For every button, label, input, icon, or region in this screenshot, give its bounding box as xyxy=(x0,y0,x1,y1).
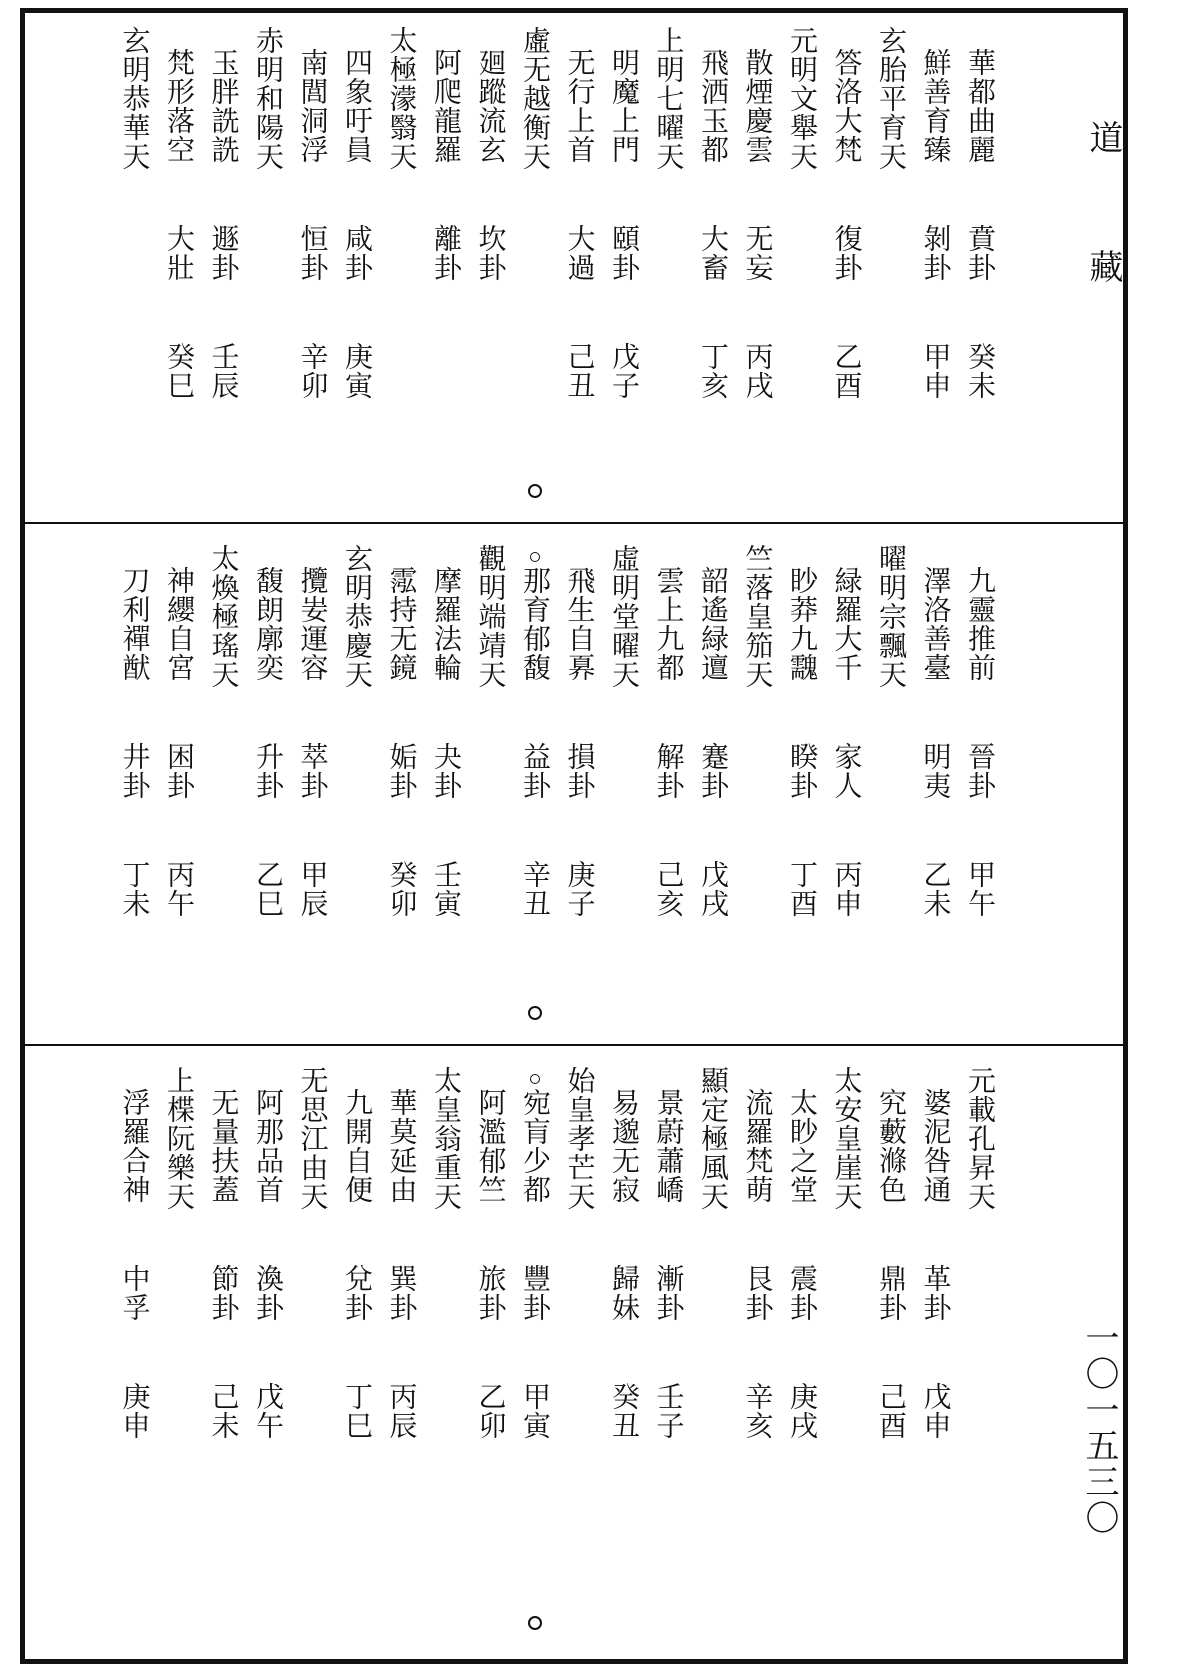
hexagram-name: 大壯 xyxy=(163,224,196,282)
hexagram-name: 坎卦 xyxy=(474,224,508,282)
deity-name: 九靈推前 xyxy=(964,566,997,682)
deity-name: 刀利禪猷 xyxy=(118,566,152,682)
heaven-name: 曜明宗飄天 xyxy=(875,544,908,689)
hexagram-name: 遯卦 xyxy=(207,224,241,282)
heaven-name: 玄明恭慶天 xyxy=(341,544,374,689)
heaven-name: 太極濛翳天 xyxy=(385,26,419,171)
ganzhi-label: 丁未 xyxy=(118,860,152,918)
ganzhi-label: 丙辰 xyxy=(385,1382,419,1440)
deity-name: 阿爬龍羅 xyxy=(430,48,463,164)
deity-name: 九開自便 xyxy=(341,1088,374,1204)
ganzhi-label: 乙巳 xyxy=(252,860,285,918)
deity-name: 流羅梵萌 xyxy=(741,1088,775,1204)
hexagram-name: 震卦 xyxy=(786,1264,819,1322)
heaven-name: 虛无越衡天 xyxy=(519,26,552,171)
section-divider-1 xyxy=(25,522,1123,524)
deity-name: 宛肓少都 xyxy=(519,1088,552,1204)
deity-name: 那育郁馥 xyxy=(519,566,552,682)
deity-name: 馥朗廓奕 xyxy=(252,566,285,682)
deity-name: 眇莽九䰰 xyxy=(786,566,819,682)
ganzhi-label: 戊戌 xyxy=(697,860,730,918)
deity-name: 華都曲麗 xyxy=(964,48,997,164)
ganzhi-label: 辛亥 xyxy=(741,1382,775,1440)
hexagram-name: 中孚 xyxy=(118,1264,152,1322)
ganzhi-label: 癸丑 xyxy=(608,1382,641,1440)
deity-name: 景蔚蕭嶠 xyxy=(652,1088,686,1204)
hexagram-name: 蹇卦 xyxy=(697,742,730,800)
hexagram-name: 革卦 xyxy=(919,1264,953,1322)
ganzhi-label: 甲寅 xyxy=(519,1382,552,1440)
hexagram-name: 賁卦 xyxy=(964,224,997,282)
section-end-circle xyxy=(528,1616,542,1630)
heaven-name: 竺落皇笳天 xyxy=(741,544,775,689)
ganzhi-label: 癸巳 xyxy=(163,342,196,400)
heaven-name: 元載孔昇天 xyxy=(964,1066,997,1211)
ganzhi-label: 戊子 xyxy=(608,342,641,400)
section-divider-2 xyxy=(25,1044,1123,1046)
deity-name: 易邈无寂 xyxy=(608,1088,641,1204)
ganzhi-label: 乙卯 xyxy=(474,1382,508,1440)
ganzhi-label: 丙申 xyxy=(830,860,864,918)
hexagram-name: 鼎卦 xyxy=(875,1264,908,1322)
ganzhi-label: 戊午 xyxy=(252,1382,285,1440)
hexagram-name: 頤卦 xyxy=(608,224,641,282)
heaven-name: 玄胎平育天 xyxy=(875,26,908,171)
deity-name: 華莫延由 xyxy=(385,1088,419,1204)
ganzhi-label: 辛卯 xyxy=(296,342,330,400)
section-marker-circle xyxy=(532,34,542,44)
section-end-circle xyxy=(528,484,542,498)
deity-name: 飛洒玉都 xyxy=(697,48,730,164)
heaven-name: 虛明堂曜天 xyxy=(608,544,641,689)
deity-name: 飛生自奡 xyxy=(563,566,597,682)
heaven-name: 觀明端靖天 xyxy=(474,544,508,689)
hexagram-name: 大過 xyxy=(563,224,597,282)
deity-name: 廻蹤流玄 xyxy=(474,48,508,164)
ganzhi-label: 乙未 xyxy=(919,860,953,918)
deity-name: 玉胖詵詵 xyxy=(207,48,241,164)
section-marker-circle xyxy=(530,1074,540,1084)
hexagram-name: 家人 xyxy=(830,742,864,800)
hexagram-name: 萃卦 xyxy=(296,742,330,800)
heaven-name: 顯定極風天 xyxy=(697,1066,730,1211)
ganzhi-label: 甲申 xyxy=(919,342,953,400)
ganzhi-label: 丁亥 xyxy=(697,342,730,400)
ganzhi-label: 甲辰 xyxy=(296,860,330,918)
page-number: 一〇一五三〇 xyxy=(1079,1320,1119,1536)
ganzhi-label: 己丑 xyxy=(563,342,597,400)
ganzhi-label: 庚申 xyxy=(118,1382,152,1440)
deity-name: 雲上九都 xyxy=(652,566,686,682)
hexagram-name: 井卦 xyxy=(118,742,152,800)
deity-name: 阿濫郁竺 xyxy=(474,1088,508,1204)
hexagram-name: 晉卦 xyxy=(964,742,997,800)
deity-name: 究藪滌色 xyxy=(875,1088,908,1204)
ganzhi-label: 己亥 xyxy=(652,860,686,918)
hexagram-name: 大畜 xyxy=(697,224,730,282)
hexagram-name: 豐卦 xyxy=(519,1264,552,1322)
heaven-name: 玄明恭華天 xyxy=(118,26,152,171)
heaven-name: 上楪阮樂天 xyxy=(163,1066,196,1211)
heaven-name: 太皇翁重天 xyxy=(430,1066,463,1211)
ganzhi-label: 丙午 xyxy=(163,860,196,918)
deity-name: 梵形落空 xyxy=(163,48,196,164)
deity-name: 答洛大梵 xyxy=(830,48,864,164)
ganzhi-label: 甲午 xyxy=(964,860,997,918)
heaven-name: 始皇孝芒天 xyxy=(563,1066,597,1211)
ganzhi-label: 己酉 xyxy=(875,1382,908,1440)
hexagram-name: 節卦 xyxy=(207,1264,241,1322)
hexagram-name: 无妄 xyxy=(741,224,775,282)
ganzhi-label: 辛丑 xyxy=(519,860,552,918)
deity-name: 緑羅大千 xyxy=(830,566,864,682)
deity-name: 澤洛善臺 xyxy=(919,566,953,682)
ganzhi-label: 壬子 xyxy=(652,1382,686,1440)
hexagram-name: 兌卦 xyxy=(341,1264,374,1322)
deity-name: 太眇之堂 xyxy=(786,1088,819,1204)
deity-name: 阿那品首 xyxy=(252,1088,285,1204)
deity-name: 鮮善育臻 xyxy=(919,48,953,164)
hexagram-name: 困卦 xyxy=(163,742,196,800)
heaven-name: 太安皇崖天 xyxy=(830,1066,864,1211)
hexagram-name: 旅卦 xyxy=(474,1264,508,1322)
ganzhi-label: 庚戌 xyxy=(786,1382,819,1440)
hexagram-name: 歸妹 xyxy=(608,1264,641,1322)
hexagram-name: 艮卦 xyxy=(741,1264,775,1322)
ganzhi-label: 庚子 xyxy=(563,860,597,918)
heaven-name: 太煥極瑤天 xyxy=(207,544,241,689)
ganzhi-label: 壬寅 xyxy=(430,860,463,918)
section-end-circle xyxy=(528,1006,542,1020)
deity-name: 攬妛運容 xyxy=(296,566,330,682)
margin-title: 道藏 xyxy=(1083,120,1123,378)
deity-name: 浮羅合神 xyxy=(118,1088,152,1204)
section-marker-circle xyxy=(530,552,540,562)
hexagram-name: 益卦 xyxy=(519,742,552,800)
heaven-name: 无思江由天 xyxy=(296,1066,330,1211)
hexagram-name: 漸卦 xyxy=(652,1264,686,1322)
hexagram-name: 剝卦 xyxy=(919,224,953,282)
hexagram-name: 升卦 xyxy=(252,742,285,800)
deity-name: 无行上首 xyxy=(563,48,597,164)
deity-name: 婆泥咎通 xyxy=(919,1088,953,1204)
ganzhi-label: 丁酉 xyxy=(786,860,819,918)
deity-name: 无量扶蓋 xyxy=(207,1088,241,1204)
ganzhi-label: 癸未 xyxy=(964,342,997,400)
hexagram-name: 解卦 xyxy=(652,742,686,800)
hexagram-name: 夬卦 xyxy=(430,742,463,800)
deity-name: 南閭洞浮 xyxy=(296,48,330,164)
hexagram-name: 睽卦 xyxy=(786,742,819,800)
ganzhi-label: 乙酉 xyxy=(830,342,864,400)
hexagram-name: 離卦 xyxy=(430,224,463,282)
deity-name: 明魔上門 xyxy=(608,48,641,164)
ganzhi-label: 庚寅 xyxy=(341,342,374,400)
hexagram-name: 損卦 xyxy=(563,742,597,800)
deity-name: 四象吁員 xyxy=(341,48,374,164)
ganzhi-label: 癸卯 xyxy=(385,860,419,918)
deity-name: 神纓自宮 xyxy=(163,566,196,682)
deity-name: 霐持无鏡 xyxy=(385,566,419,682)
hexagram-name: 巽卦 xyxy=(385,1264,419,1322)
hexagram-name: 咸卦 xyxy=(341,224,374,282)
deity-name: 散煙慶雲 xyxy=(741,48,775,164)
deity-name: 韶遙緑邅 xyxy=(697,566,730,682)
heaven-name: 上明七曜天 xyxy=(652,26,686,171)
hexagram-name: 渙卦 xyxy=(252,1264,285,1322)
hexagram-name: 明夷 xyxy=(919,742,953,800)
hexagram-name: 復卦 xyxy=(830,224,864,282)
ganzhi-label: 丙戌 xyxy=(741,342,775,400)
deity-name: 摩羅法輪 xyxy=(430,566,463,682)
heaven-name: 赤明和陽天 xyxy=(252,26,285,171)
ganzhi-label: 戊申 xyxy=(919,1382,953,1440)
ganzhi-label: 丁巳 xyxy=(341,1382,374,1440)
heaven-name: 元明文舉天 xyxy=(786,26,819,171)
ganzhi-label: 壬辰 xyxy=(207,342,241,400)
ganzhi-label: 己未 xyxy=(207,1382,241,1440)
hexagram-name: 姤卦 xyxy=(385,742,419,800)
hexagram-name: 恒卦 xyxy=(296,224,330,282)
